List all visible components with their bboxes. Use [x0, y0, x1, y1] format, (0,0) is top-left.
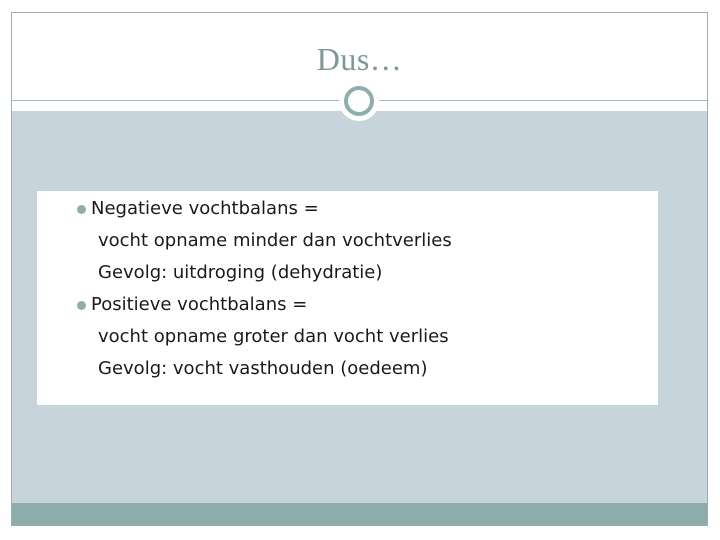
bullet-subline: vocht opname minder dan vochtverlies — [98, 230, 452, 251]
ring-inner — [344, 86, 374, 116]
list-item — [37, 193, 658, 289]
slide-title: Dus… — [316, 41, 403, 77]
bullet-heading: Positieve vochtbalans = — [91, 294, 308, 315]
bullet-heading: Negatieve vochtbalans = — [91, 198, 319, 219]
bullet-subline: vocht opname groter dan vocht verlies — [98, 326, 449, 347]
ring-icon — [339, 81, 379, 121]
slide — [11, 12, 708, 526]
bullet-subline: Gevolg: vocht vasthouden (oedeem) — [98, 358, 428, 379]
list-item — [37, 289, 658, 385]
footer-bar — [12, 503, 707, 526]
content-box — [37, 191, 658, 405]
bullet-dot-icon — [77, 301, 86, 310]
bullet-list — [37, 191, 658, 385]
bullet-dot-icon — [77, 205, 86, 214]
bullet-subline: Gevolg: uitdroging (dehydratie) — [98, 262, 383, 283]
